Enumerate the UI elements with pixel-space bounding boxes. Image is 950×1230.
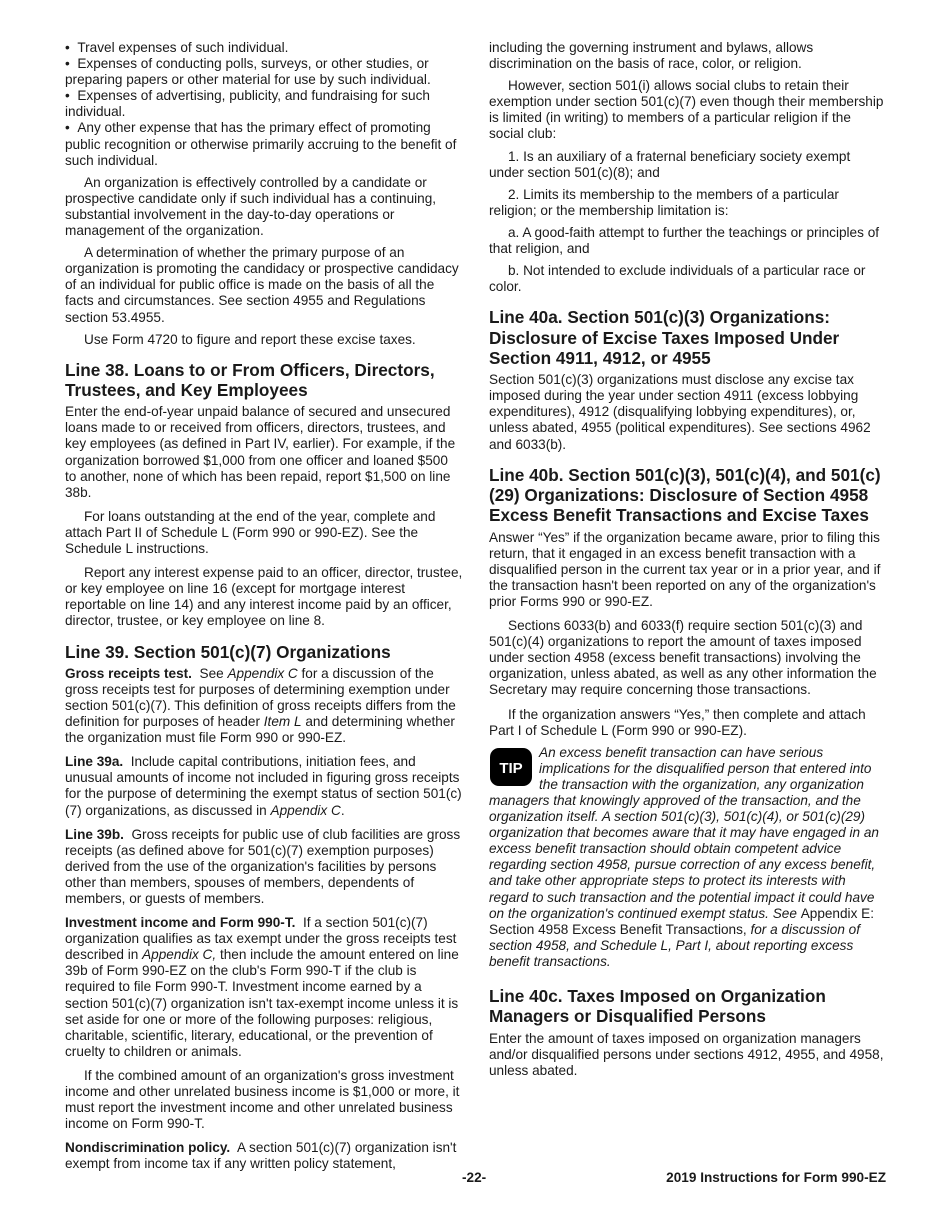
tip-text-1: An excess benefit transaction can have serious implications for the disqualified person that entered into the transaction with the organization, any organization managers that knowingly approved of the transaction, and the organization itself. A section 501(c)(3), 501(c)(4), or 501(c)(29) organization that becomes aware that it may have engaged in an excess benefit transaction should obtain competent advice regarding section 4958, pursue correction of any excess benefit, and take other appropriate steps to protect its interests with regard to such transaction and the potential impact it could have on the organization's continued exempt status. See (489, 744, 879, 921)
tip-appendix-e: Appendix E: Section 4958 Excess Benefit Transactions, (489, 905, 874, 937)
para-40c: Enter the amount of taxes imposed on organization managers and/or disqualified persons under sections 4912, 4955, and 4958, unless abated. (489, 1030, 884, 1078)
para-controlled: An organization is effectively controlled by a candidate or prospective candidate only if such individual has a continuing, substantial involvement in the day-to-day operations or management of the organization. (65, 174, 437, 239)
para-line-39b (65, 827, 463, 907)
investment-income-appendix: Appendix C, (142, 947, 217, 963)
investment-income-lead: Investment income and Form 990-T. (65, 915, 296, 931)
line-39a-lead: Line 39a. (65, 754, 124, 770)
gross-receipts-text-2: for a discussion of the gross receipts test for purposes of determining exemption under section 501(c)(7). This definition of gross receipts differs from the definition for purposes of header (65, 665, 456, 730)
heading-line-40c: Line 40c. Taxes Imposed on Organization Managers or Disqualified Persons (489, 986, 826, 1027)
para-continuation: including the governing instrument and bylaws, allows discrimination on the basis of race, color, or religion. (489, 40, 814, 72)
gross-receipts-appendix: Appendix C (227, 665, 298, 681)
bullet-travel: • Travel expenses of such individual. (65, 40, 463, 56)
right-column (489, 40, 887, 1085)
para-gross-receipts-test (65, 666, 463, 746)
investment-income-text-1: If a section 501(c)(7) organization qualifies as tax exempt under the gross receipts test described in (65, 915, 457, 963)
tip-box (489, 745, 887, 970)
para-40b-sections: Sections 6033(b) and 6033(f) require section 501(c)(3) and 501(c)(4) organizations to report the amount of taxes imposed under section 4958 (excess benefit transactions) involving the organization, unless abated, as well as any other information the Secretary may require concerning those transactions. (489, 618, 877, 698)
para-40b-answer-yes: Answer “Yes” if the organization became aware, prior to filing this return, that it engaged in an excess benefit transaction with a disqualified person in the current tax year or in a prior year, and if the transaction hasn't been reported on any of the organization's prior Forms 990 or 990-EZ. (489, 529, 881, 609)
list-item-a: a. A good-faith attempt to further the teachings or principles of that religion, and (489, 224, 880, 257)
bullet-advertising: • Expenses of advertising, publicity, and fundraising for such individual. (65, 88, 463, 120)
line-39b-lead: Line 39b. (65, 826, 124, 842)
tip-text-2: for a discussion of section 4958, and Schedule L, Part I, about reporting excess benefit transactions. (489, 921, 861, 969)
investment-income-text-2: then include the amount entered on line 39b of Form 990-EZ on the club's Form 990-T if the club is required to file Form 990-T. Investment income earned by a section 501(c)(7) organization isn't tax-exempt income unless it is set aside for one or more of the following purposes: religious, charitable, scientific, literary, educational, or the prevention of cruelty to children or animals. (65, 947, 459, 1059)
gross-receipts-lead: Gross receipts test. (65, 665, 192, 681)
nondiscrimination-lead: Nondiscrimination policy. (65, 1140, 231, 1156)
bullet-polls: • Expenses of conducting polls, surveys, or other studies, or preparing papers or other material for use by such individual. (65, 56, 463, 88)
list-item-1: 1. Is an auxiliary of a fraternal beneficiary society exempt under section 501(c)(8); and (489, 148, 851, 180)
para-line-39a (65, 754, 463, 818)
para-combined-amount: If the combined amount of an organization's gross investment income and other unrelated business income is $1,000 or more, it must report the investment income and other unrelated business income on Form 990-T. (65, 1067, 460, 1132)
para-however-501i: However, section 501(i) allows social clubs to retain their exemption under section 501(c)(7) even though their membership is limited (in writing) to members of a particular religion if the social club: (489, 78, 884, 142)
para-40b-schedule-l: If the organization answers “Yes,” then complete and attach Part I of Schedule L (Form 990 or 990-EZ). (489, 706, 866, 738)
heading-line-38: Line 38. Loans to or From Officers, Directors, Trustees, and Key Employees (65, 359, 435, 400)
page-number: -22- (462, 1170, 487, 1185)
left-column (65, 40, 463, 1179)
para-40a: Section 501(c)(3) organizations must disclose any excise tax imposed during the year under section 4911 (excess lobbying expenditures), 4912 (disqualifying lobbying expenditures), or, unless abated, 4955 (political expenditures). See sections 4962 and 6033(b). (489, 372, 871, 452)
document-title: 2019 Instructions for Form 990-EZ (666, 1170, 886, 1185)
tip-icon-label: TIP (499, 759, 523, 777)
tip-text (489, 745, 887, 970)
para-investment-income (65, 915, 463, 1060)
heading-line-40b: Line 40b. Section 501(c)(3), 501(c)(4), and 501(c)(29) Organizations: Disclosure of Section 4958 Excess Benefit Transactions and Excise Taxes (489, 464, 881, 526)
para-determination: A determination of whether the primary purpose of an organization is promoting the candidacy or prospective candidacy of an individual for public office is made on the basis of all the facts and circumstances. See section 4955 and Regulations section 53.4955. (65, 245, 459, 325)
para-nondiscrimination (65, 1140, 463, 1172)
list-item-2: 2. Limits its membership to the members of a particular religion; or the membership limitation is: (489, 186, 839, 218)
para-38-balance: Enter the end-of-year unpaid balance of secured and unsecured loans made to or received from officers, directors, trustees, and key employees (as defined in Part IV, earlier). For example, if the organization borrowed $1,000 from one officer and loaned $500 to another, none of which has been repaid, report $1,500 on line 38b. (65, 404, 456, 500)
heading-line-39: Line 39. Section 501(c)(7) Organizations (65, 641, 391, 662)
para-38-schedule-l: For loans outstanding at the end of the year, complete and attach Part II of Schedule L (Form 990 or 990-EZ). See the Schedule L instructions. (65, 508, 436, 557)
line-39a-text-1: Include capital contributions, initiation fees, and unusual amounts of income not included in figuring gross receipts for the purpose of determining the exempt status of section 501(c)(7) organizations, as discussed in (65, 754, 462, 818)
list-item-b: b. Not intended to exclude individuals of a particular race or color. (489, 263, 866, 295)
line-39a-text-2: . (340, 802, 345, 818)
para-38-interest: Report any interest expense paid to an officer, director, trustee, or key employee on line 16 (except for mortgage interest reportable on line 14) and any interest income paid by an officer, director, trustee, or key employee on line 8. (65, 565, 463, 629)
gross-receipts-item-l: Item L (263, 714, 302, 730)
heading-line-40a: Line 40a. Section 501(c)(3) Organizations: Disclosure of Excise Taxes Imposed Under Section 4911, 4912, or 4955 (489, 307, 840, 368)
nondiscrimination-text: A section 501(c)(7) organization isn't exempt from income tax if any written policy statement, (65, 1140, 457, 1172)
gross-receipts-text-1: See (199, 665, 224, 681)
tip-icon (489, 747, 533, 787)
para-form-4720: Use Form 4720 to figure and report these excise taxes. (84, 331, 416, 347)
line-39b-text: Gross receipts for public use of club facilities are gross receipts (as defined above for 501(c)(7) exemption purposes) derived from the use of the organization's facilities by persons other than members, spouses of members, dependents of members, or guests of members. (65, 826, 461, 907)
bullet-other-expense: • Any other expense that has the primary effect of promoting public recognition or otherwise primarily accruing to the benefit of such individual. (65, 120, 463, 168)
line-39a-appendix: Appendix C (270, 802, 341, 818)
gross-receipts-text-3: and determining whether the organization must file Form 990 or 990-EZ. (65, 714, 455, 746)
